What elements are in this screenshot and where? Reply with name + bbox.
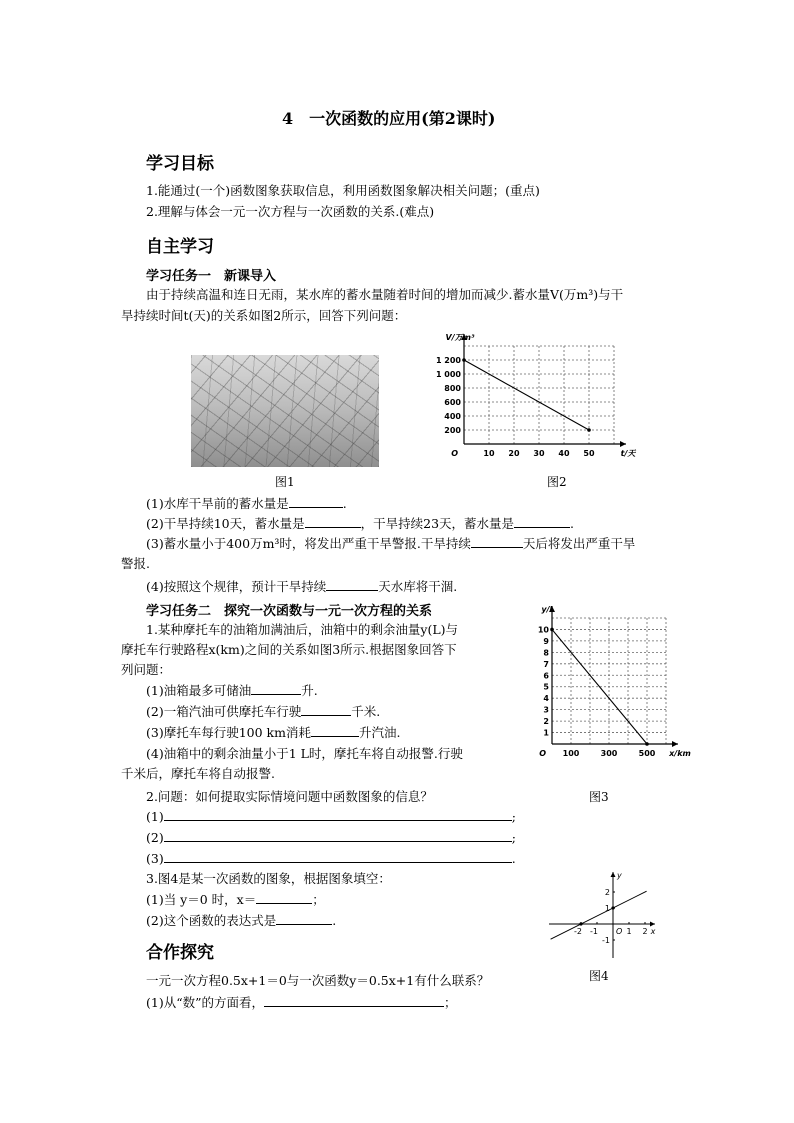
task2-q3 — [146, 723, 400, 743]
y-axis-label: V/万m³ — [445, 333, 475, 342]
p3-q1-text: (1)当 y＝0 时，x＝ — [146, 892, 257, 907]
punct: . — [570, 516, 575, 531]
x-axis-label: t/天 — [620, 449, 636, 458]
task2-p3-q2 — [146, 911, 336, 931]
fig3-caption: 图3 — [589, 790, 609, 804]
task1-q4 — [146, 577, 457, 597]
punct: ； — [312, 892, 325, 907]
y-axis-arrow — [611, 872, 616, 877]
task1-q1 — [146, 494, 347, 514]
drought-photo — [191, 355, 379, 467]
task1-q4-text-b: 天水库将干涸. — [378, 579, 458, 594]
task2-p2-item-2 — [146, 828, 516, 848]
answer-blank[interactable] — [256, 891, 312, 904]
data-point — [611, 906, 614, 909]
chart-water-volume — [420, 330, 636, 470]
task1-q1-text: (1)水库干旱前的蓄水量是 — [146, 496, 289, 511]
punct: . — [342, 496, 347, 511]
punct: . — [511, 851, 516, 866]
task2-q2-text-a: (2)一箱汽油可供摩托车行驶 — [146, 704, 302, 719]
task2-q3-text-b: 升汽油. — [358, 725, 401, 740]
data-point — [587, 428, 591, 432]
data-point — [550, 628, 554, 632]
x-tick-label: 20 — [508, 449, 520, 458]
answer-blank[interactable] — [289, 495, 343, 508]
coop-q1-text: (1)从“数”的方面看， — [146, 995, 264, 1010]
chart-linear-function — [545, 868, 660, 960]
goal-1: 1.能通过(一个)函数图象获取信息，利用函数图象解决相关问题；(重点) — [146, 183, 540, 198]
answer-blank[interactable] — [514, 515, 570, 528]
x-tick-label: 2 — [642, 927, 648, 936]
goal-2: 2.理解与体会一元一次方程与一次函数的关系.(难点) — [146, 204, 435, 219]
data-line — [464, 360, 589, 430]
task2-q3-text-a: (3)摩托车每行驶100 km消耗 — [146, 725, 311, 740]
x-axis-label: x/km — [669, 749, 691, 758]
answer-blank[interactable] — [251, 682, 301, 695]
x-tick-label: 500 — [638, 749, 656, 758]
chart-fuel-remaining — [505, 600, 691, 770]
y-tick-label: 200 — [444, 426, 461, 435]
x-tick-label: 10 — [483, 449, 495, 458]
x-tick-label: 30 — [533, 449, 545, 458]
task1-q3-text-a: (3)蓄水量小于400万m³时，将发出严重干旱警报.干旱持续 — [146, 536, 471, 551]
task2-p2: 2.问题：如何提取实际情境问题中函数图象的信息？ — [146, 789, 433, 804]
answer-blank[interactable] — [471, 535, 523, 548]
task2-p2-item-3 — [146, 849, 516, 869]
task2-q2-text-b: 千米. — [351, 704, 381, 719]
answer-blank[interactable] — [301, 703, 351, 716]
x-tick-label: -2 — [574, 927, 582, 936]
task1-heading: 学习任务一 新课导入 — [146, 269, 277, 284]
section-heading-goals: 学习目标 — [146, 154, 214, 174]
x-axis-arrow — [650, 922, 655, 927]
y-tick-label: 4 — [543, 694, 549, 704]
x-tick-label: 50 — [583, 449, 595, 458]
x-tick-label: 100 — [562, 749, 580, 758]
task1-q3 — [146, 534, 635, 554]
origin-label: O — [451, 449, 458, 458]
y-tick-label: -1 — [602, 936, 610, 945]
y-tick-label: 9 — [543, 636, 549, 646]
page-title: 4 一次函数的应用(第2课时) — [282, 109, 496, 128]
data-point — [579, 922, 582, 925]
fig4-caption: 图4 — [589, 969, 609, 983]
y-tick-label: 2 — [543, 717, 549, 727]
data-point — [645, 742, 649, 746]
y-axis-label: y/L — [541, 605, 555, 614]
task1-intro-line2: 旱持续时间t(天)的关系如图2所示，回答下列问题： — [121, 308, 407, 323]
x-axis-label: x — [650, 927, 656, 936]
section-heading-coop: 合作探究 — [146, 943, 214, 963]
item-label: (1) — [146, 809, 164, 824]
answer-line[interactable] — [164, 829, 512, 842]
task1-q2 — [146, 514, 574, 534]
task2-p2-item-1 — [146, 807, 516, 827]
y-tick-label: 400 — [444, 412, 461, 421]
fig1-caption: 图1 — [275, 475, 295, 489]
answer-blank[interactable] — [276, 912, 332, 925]
task2-q1-text-a: (1)油箱最多可储油 — [146, 683, 252, 698]
y-tick-label: 1 200 — [435, 356, 461, 365]
task2-p1-line2: 摩托车行驶路程x(km)之间的关系如图3所示.根据图象回答下 — [121, 642, 457, 657]
answer-blank[interactable] — [305, 515, 361, 528]
y-tick-label: 1 — [604, 904, 610, 913]
p3-q2-text: (2)这个函数的表达式是 — [146, 913, 277, 928]
y-tick-label: 10 — [537, 625, 549, 635]
punct: ; — [511, 830, 516, 845]
answer-line[interactable] — [164, 808, 512, 821]
section-heading-self-study: 自主学习 — [146, 237, 214, 257]
y-tick-label: 1 000 — [435, 370, 461, 379]
task2-heading: 学习任务二 探究一次函数与一元一次方程的关系 — [146, 604, 433, 619]
punct: ; — [511, 809, 516, 824]
data-point — [462, 358, 466, 362]
origin-label: O — [539, 749, 546, 758]
x-axis-arrow — [672, 741, 678, 747]
y-tick-label: 8 — [543, 648, 549, 658]
task1-q3-cont: 警报. — [121, 556, 150, 571]
punct: ； — [444, 995, 457, 1010]
x-tick-label: 40 — [558, 449, 570, 458]
x-tick-label: 300 — [600, 749, 618, 758]
task2-p1-line3: 列问题： — [121, 662, 172, 677]
task1-intro-line1: 由于持续高温和连日无雨，某水库的蓄水量随着时间的增加而减少.蓄水量V(万m³)与干 — [146, 287, 624, 302]
task1-q2-text-b: ，干旱持续23天，蓄水量是 — [360, 516, 515, 531]
answer-line[interactable] — [264, 994, 444, 1007]
item-label: (3) — [146, 851, 164, 866]
y-tick-label: 3 — [543, 705, 549, 715]
origin-label: O — [616, 927, 623, 936]
task2-p1-line1: 1.某种摩托车的油箱加满油后，油箱中的剩余油量y(L)与 — [146, 622, 459, 637]
item-label: (2) — [146, 830, 164, 845]
task2-p3: 3.图4是某一次函数的图象，根据图象填空： — [146, 871, 391, 886]
y-tick-label: 6 — [543, 671, 549, 681]
coop-question: 一元一次方程0.5x+1＝0与一次函数y＝0.5x+1有什么联系？ — [146, 973, 490, 988]
task2-q2 — [146, 702, 380, 722]
answer-blank[interactable] — [326, 578, 378, 591]
task2-q4a: (4)油箱中的剩余油量小于1 L时，摩托车将自动报警.行驶 — [146, 746, 463, 761]
punct: . — [332, 913, 337, 928]
y-tick-label: 800 — [444, 384, 461, 393]
task1-q2-text-a: (2)干旱持续10天，蓄水量是 — [146, 516, 305, 531]
answer-line[interactable] — [164, 850, 512, 863]
y-tick-label: 7 — [543, 659, 549, 669]
x-tick-label: -1 — [590, 927, 598, 936]
answer-blank[interactable] — [311, 724, 359, 737]
task2-p3-q1 — [146, 890, 325, 910]
y-tick-label: 600 — [444, 398, 461, 407]
y-tick-label: 2 — [604, 888, 610, 897]
task2-q1-text-b: 升. — [301, 683, 318, 698]
task1-q4-text-a: (4)按照这个规律，预计干旱持续 — [146, 579, 327, 594]
y-tick-label: 1 — [543, 728, 549, 738]
y-tick-label: 5 — [543, 682, 549, 692]
coop-q1 — [146, 993, 457, 1013]
data-line — [551, 891, 647, 939]
task2-q4b: 千米后，摩托车将自动报警. — [121, 766, 275, 781]
x-axis-arrow — [620, 441, 626, 447]
y-axis-label: y — [617, 871, 622, 880]
x-tick-label: 1 — [626, 927, 632, 936]
task2-q1 — [146, 681, 318, 701]
task1-q3-text-b: 天后将发出严重干旱 — [522, 536, 636, 551]
fig2-caption: 图2 — [547, 475, 567, 489]
